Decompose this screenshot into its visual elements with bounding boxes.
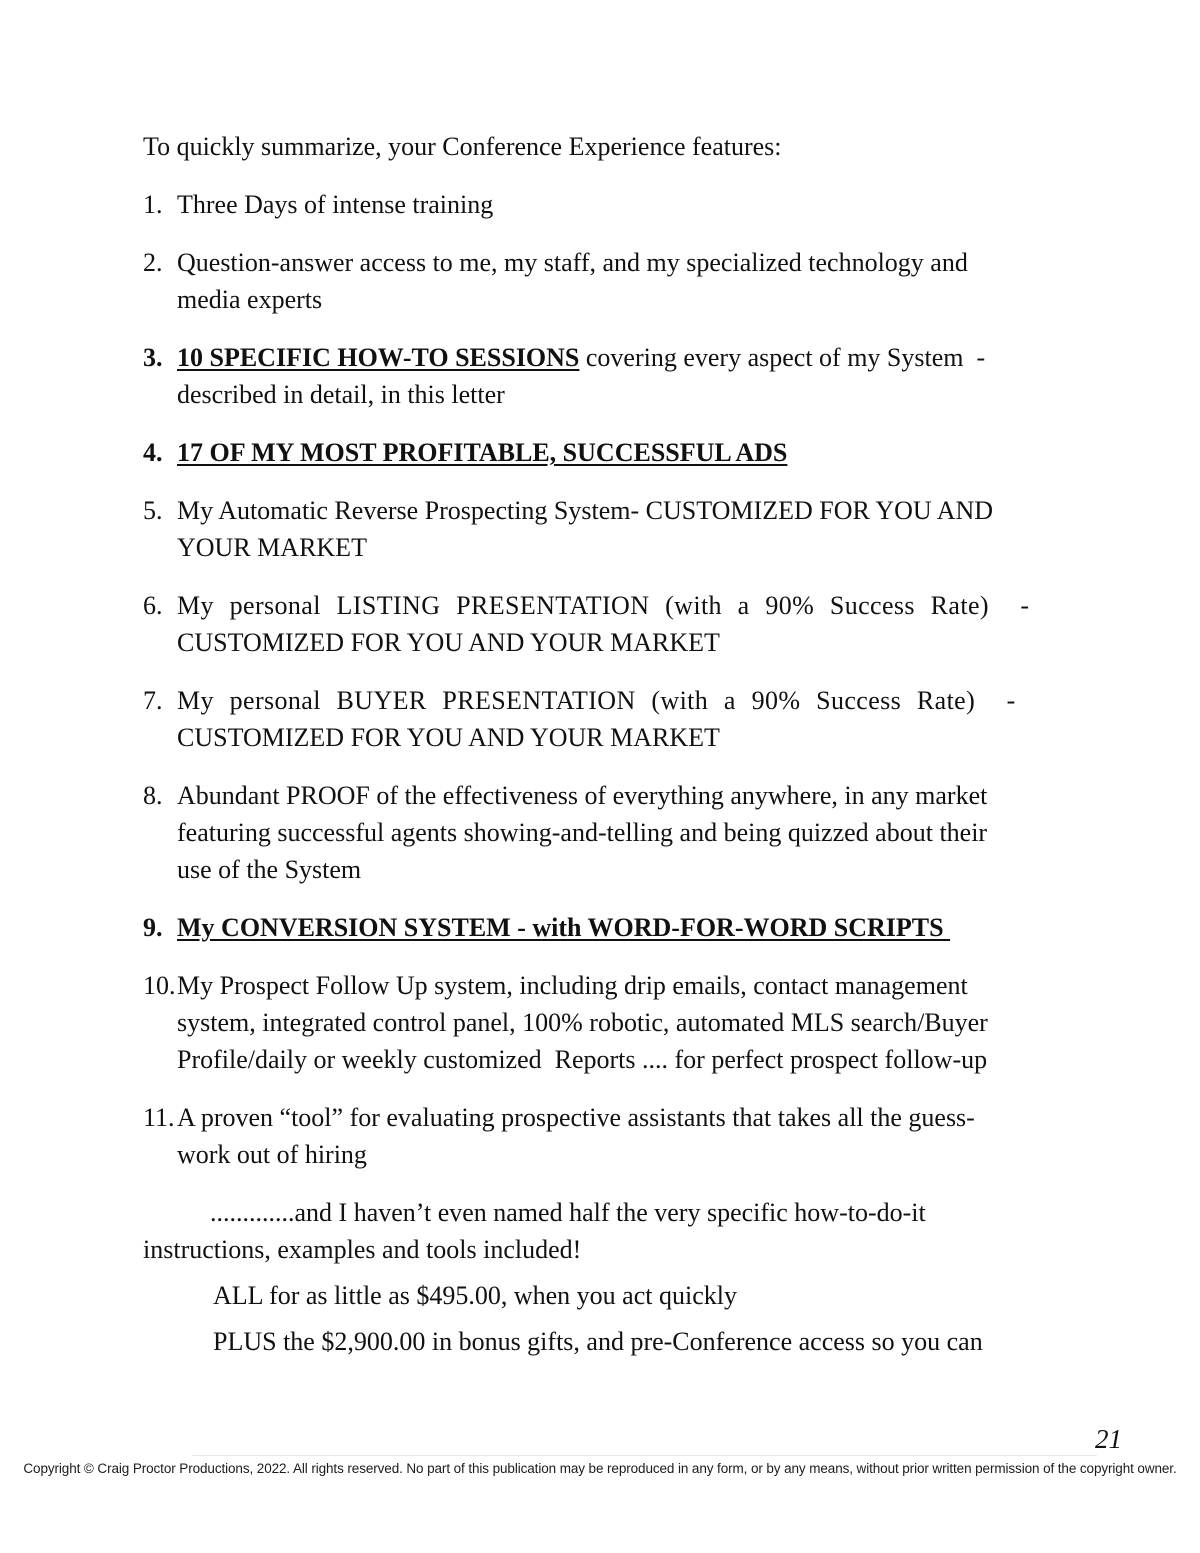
- text-segment: My Prospect Follow Up system, including drip emails, contact management: [177, 971, 968, 1000]
- text-segment: work out of hiring: [177, 1140, 367, 1169]
- list-item-line: [177, 1136, 1063, 1173]
- closing-paragraph: [143, 1277, 1063, 1314]
- list-item-number: 10.: [143, 971, 176, 1000]
- text-segment: My Automatic Reverse Prospecting System- CUSTOMIZED FOR YOU AND: [177, 496, 994, 525]
- list-item-line: [177, 851, 1063, 888]
- letter-body: [143, 128, 1063, 1360]
- list-item: [143, 777, 1063, 888]
- list-item-number: 6.: [143, 591, 163, 620]
- text-segment: system, integrated control panel, 100% robotic, automated MLS search/Buyer: [177, 1008, 988, 1037]
- list-item: [143, 682, 1063, 756]
- text-segment: 17 OF MY MOST PROFITABLE, SUCCESSFUL ADS: [177, 438, 788, 467]
- list-item: [143, 244, 1063, 318]
- list-item-line: [177, 376, 1063, 413]
- text-segment: Question-answer access to me, my staff, and my specialized technology and: [177, 248, 968, 277]
- closing-paragraphs: [143, 1194, 1063, 1360]
- list-item: [143, 339, 1063, 413]
- copyright-notice: Copyright © Craig Proctor Productions, 2022. All rights reserved. No part of this publication may be reproduced in any form, or by any means, without prior written permission of the copyright owner.: [23, 1461, 1177, 1476]
- list-item: [143, 909, 1063, 946]
- list-item-line: [177, 186, 1063, 223]
- text-segment: Abundant PROOF of the effectiveness of everything anywhere, in any market: [177, 781, 988, 810]
- list-item: [143, 1099, 1063, 1173]
- list-item-line: [177, 777, 1063, 814]
- text-segment: My CONVERSION SYSTEM - with WORD-FOR-WORD SCRIPTS: [177, 913, 951, 942]
- page-number: 21: [1095, 1424, 1122, 1454]
- list-item: [143, 434, 1063, 471]
- list-item-line: [177, 492, 1063, 529]
- list-item: [143, 967, 1063, 1078]
- list-item-number: 1.: [143, 190, 163, 219]
- text-segment: covering every aspect of my System -: [579, 343, 986, 372]
- list-item: [143, 186, 1063, 223]
- footer-divider: [192, 1455, 1097, 1456]
- list-item-line: [177, 281, 1063, 318]
- list-item-number: 8.: [143, 781, 163, 810]
- list-item-line: [177, 1004, 1063, 1041]
- closing-line: .............and I haven’t even named half the very specific how-to-do-it: [210, 1198, 926, 1227]
- list-item-line: [177, 529, 1063, 566]
- text-segment: A proven “tool” for evaluating prospective assistants that takes all the guess-: [177, 1103, 975, 1132]
- list-item-number: 2.: [143, 248, 163, 277]
- text-segment: Profile/daily or weekly customized Reports .... for perfect prospect follow-up: [177, 1045, 988, 1074]
- closing-paragraph: [143, 1194, 1063, 1268]
- list-item-number: 11.: [143, 1103, 175, 1132]
- text-segment: 10 SPECIFIC HOW-TO SESSIONS: [177, 343, 580, 372]
- list-item-line: [177, 719, 1063, 756]
- list-item: [143, 587, 1063, 661]
- text-segment: YOUR MARKET: [177, 533, 367, 562]
- list-item-number: 5.: [143, 496, 163, 525]
- list-item-line: [177, 244, 1063, 281]
- list-item-line: [177, 1099, 1063, 1136]
- text-segment: My personal BUYER PRESENTATION (with a 90% Success Rate) -: [177, 686, 1016, 715]
- list-item-line: [177, 624, 1063, 661]
- list-item-line: [177, 587, 1063, 624]
- list-item-line: [177, 814, 1063, 851]
- text-segment: My personal LISTING PRESENTATION (with a 90% Success Rate) -: [177, 591, 1030, 620]
- text-segment: use of the System: [177, 855, 362, 884]
- text-segment: described in detail, in this letter: [177, 380, 505, 409]
- text-segment: featuring successful agents showing-and-telling and being quizzed about their: [177, 818, 988, 847]
- list-item-line: [177, 967, 1063, 1004]
- closing-line: ALL for as little as $495.00, when you act quickly: [213, 1281, 737, 1310]
- text-segment: Three Days of intense training: [177, 190, 494, 219]
- closing-line: instructions, examples and tools included!: [143, 1235, 582, 1264]
- text-segment: CUSTOMIZED FOR YOU AND YOUR MARKET: [177, 723, 720, 752]
- list-item-line: [177, 434, 1063, 471]
- list-item-line: [177, 682, 1063, 719]
- intro-line: To quickly summarize, your Conference Experience features:: [143, 132, 782, 161]
- list-item-line: [177, 339, 1063, 376]
- text-segment: CUSTOMIZED FOR YOU AND YOUR MARKET: [177, 628, 720, 657]
- list-item-number: 9.: [143, 913, 163, 942]
- list-item-line: [177, 1041, 1063, 1078]
- closing-line: PLUS the $2,900.00 in bonus gifts, and pre-Conference access so you can: [213, 1327, 983, 1356]
- list-item-line: [177, 909, 1063, 946]
- closing-paragraph: [143, 1323, 1063, 1360]
- list-item: [143, 492, 1063, 566]
- feature-list: [143, 186, 1063, 1173]
- list-item-number: 4.: [143, 438, 163, 467]
- list-item-number: 7.: [143, 686, 163, 715]
- list-item-number: 3.: [143, 343, 163, 372]
- text-segment: media experts: [177, 285, 323, 314]
